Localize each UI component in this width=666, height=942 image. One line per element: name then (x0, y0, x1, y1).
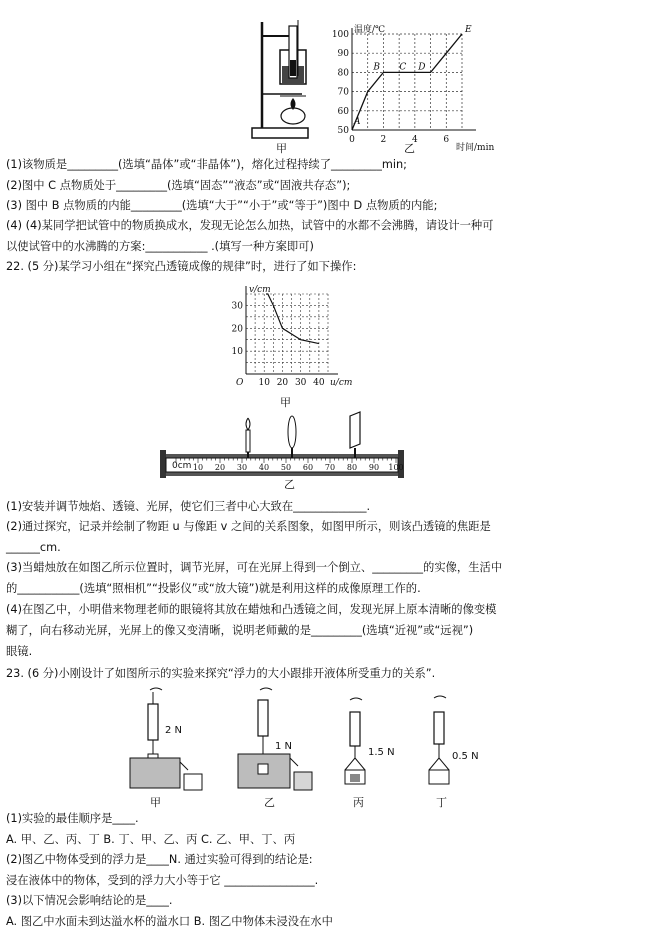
point-label-E: E (465, 25, 472, 35)
q23-line-6: A. 图乙中水面未到达溢水杯的溢水口 B. 图乙中物体未浸没在水中 (6, 915, 333, 928)
q22-header: 22. (5 分)某学习小组在“探究凸透镜成像的规律”时，进行了如下操作: (6, 260, 357, 273)
q23-line-4: 浸在液体中的物体，受到的浮力大小等于它 ________________. (6, 874, 319, 887)
q22-line-2: (2)通过探究，记录并绘制了物距 u 与像距 v 之间的关系图象，如图甲所示，则该凸透镜的焦距是 (6, 520, 491, 533)
q22-line-4: (3)当蜡烛放在如图乙所示位置时，调节光屏，可在光屏上得到一个倒立、_________的实像，生活中 (6, 561, 503, 574)
figure-23-reading-yi: 1 N (275, 741, 293, 752)
figure-21-left-caption: 甲 (276, 142, 287, 155)
x-tick-label: 6 (443, 135, 450, 145)
x-tick-label: 20 (276, 378, 289, 388)
figure-22-yi-caption: 乙 (284, 478, 295, 491)
x-axis-label: u/cm (330, 378, 353, 388)
q22-line-6: (4)在图乙中，小明借来物理老师的眼镜将其放在蜡烛和凸透镜之间，发现光屏上原本清晰的像变模 (6, 603, 497, 616)
figure-23-caption-yi: 乙 (264, 796, 275, 809)
q23-line-1: (1)实验的最佳顺序是____. (6, 812, 139, 825)
figure-23-experiment (124, 686, 504, 810)
q22-line-5: 的___________(选填“照相机”“投影仪”或“放大镜”)就是利用这样的成像原理工作的. (6, 582, 421, 595)
figure-23-caption-ding: 丁 (436, 796, 447, 809)
x-tick-label: 4 (411, 135, 418, 145)
point-label-A: A (354, 117, 361, 128)
bench-tick-label: 10 (192, 463, 204, 472)
q23-line-5: (3)以下情况会影响结论的是____. (6, 894, 173, 907)
q23-line-2: A. 甲、乙、丙、丁 B. 丁、甲、乙、丙 C. 乙、甲、丁、丙 (6, 833, 296, 846)
y-tick-label: 80 (337, 68, 349, 79)
bench-tick-label: 20 (214, 463, 226, 472)
q21-line-4: (4) (4)某同学把试管中的物质换成水，发现无论怎么加热，试管中的水都不会沸腾，请设计一种可 (6, 219, 494, 232)
figure-21-temperature-chart (324, 22, 500, 152)
point-label-B: B (373, 62, 381, 73)
y-tick-label: 20 (231, 324, 243, 335)
q21-line-2: (2)图中 C 点物质处于_________(选填“固态”“液态”或“固液共存态”); (6, 179, 351, 192)
q22-line-1: (1)安装并调节烛焰、透镜、光屏，使它们三者中心大致在_____________. (6, 500, 371, 513)
y-tick-label: 50 (337, 126, 349, 136)
figure-22-jia-caption: 甲 (280, 396, 291, 409)
v-u-curve (266, 294, 319, 344)
q22-line-8: 眼镜. (6, 645, 33, 658)
bench-tick-label: 70 (324, 463, 336, 472)
bench-tick-label: 30 (236, 463, 248, 472)
x-tick-label: 0 (349, 135, 355, 145)
q23-line-3: (2)图乙中物体受到的浮力是____N. 通过实验可得到的结论是: (6, 853, 313, 866)
q23-header: 23. (6 分)小刚设计了如图所示的实验来探究“浮力的大小跟排开液体所受重力的关系”. (6, 667, 436, 680)
x-axis-label: 时间/min (456, 143, 495, 152)
figure-23-reading-bing: 1.5 N (368, 747, 395, 758)
figure-23-caption-bing: 丙 (353, 796, 364, 809)
q22-line-3: ______cm. (6, 541, 61, 554)
y-tick-label: 30 (231, 301, 243, 312)
y-tick-label: 70 (337, 87, 349, 98)
bench-tick-label: 80 (346, 463, 358, 472)
x-tick-label: 30 (294, 378, 307, 388)
temperature-line (352, 34, 462, 130)
bench-tick-label: 90 (368, 463, 380, 472)
y-tick-label: 10 (231, 347, 243, 358)
bench-tick-label: 60 (302, 463, 314, 472)
figure-22-yi-optical-bench (158, 410, 408, 490)
figure-21-apparatus (240, 16, 320, 150)
figure-22-yi-unit: 0cm (172, 461, 192, 471)
bench-tick-label: 40 (258, 463, 270, 472)
x-tick-label: 2 (380, 135, 387, 145)
q21-line-3: (3) 图中 B 点物质的内能_________(选填“大于”“小于”或“等于”)图中 D 点物质的内能; (6, 199, 438, 212)
point-label-C: C (399, 62, 407, 73)
figure-23-reading-ding: 0.5 N (452, 751, 479, 762)
y-tick-label: 60 (337, 106, 349, 117)
origin-label: O (236, 378, 244, 388)
figure-21-right-caption: 乙 (404, 142, 415, 155)
figure-22-jia-chart (228, 280, 358, 398)
figure-23-reading-jia: 2 N (165, 725, 183, 736)
bench-tick-label: 50 (280, 463, 292, 472)
q21-line-1: (1)该物质是_________(选填“晶体”或“非晶体”)，熔化过程持续了_________min; (6, 158, 407, 171)
q21-line-5: 以使试管中的水沸腾的方案:___________ .(填写一种方案即可) (6, 240, 314, 253)
x-tick-label: 40 (313, 378, 325, 388)
figure-23-caption-jia: 甲 (150, 796, 161, 809)
y-axis-label: v/cm (249, 285, 271, 295)
y-axis-label: 温度/℃ (354, 25, 386, 35)
q22-line-7: 糊了，向右移动光屏，光屏上的像又变清晰，说明老师戴的是_________(选填“近视”或“远视”) (6, 624, 474, 637)
x-tick-label: 10 (258, 378, 270, 388)
y-tick-label: 100 (331, 30, 349, 40)
y-tick-label: 90 (337, 49, 349, 60)
bench-tick-label: 100 (388, 463, 404, 472)
point-label-D: D (418, 62, 426, 73)
